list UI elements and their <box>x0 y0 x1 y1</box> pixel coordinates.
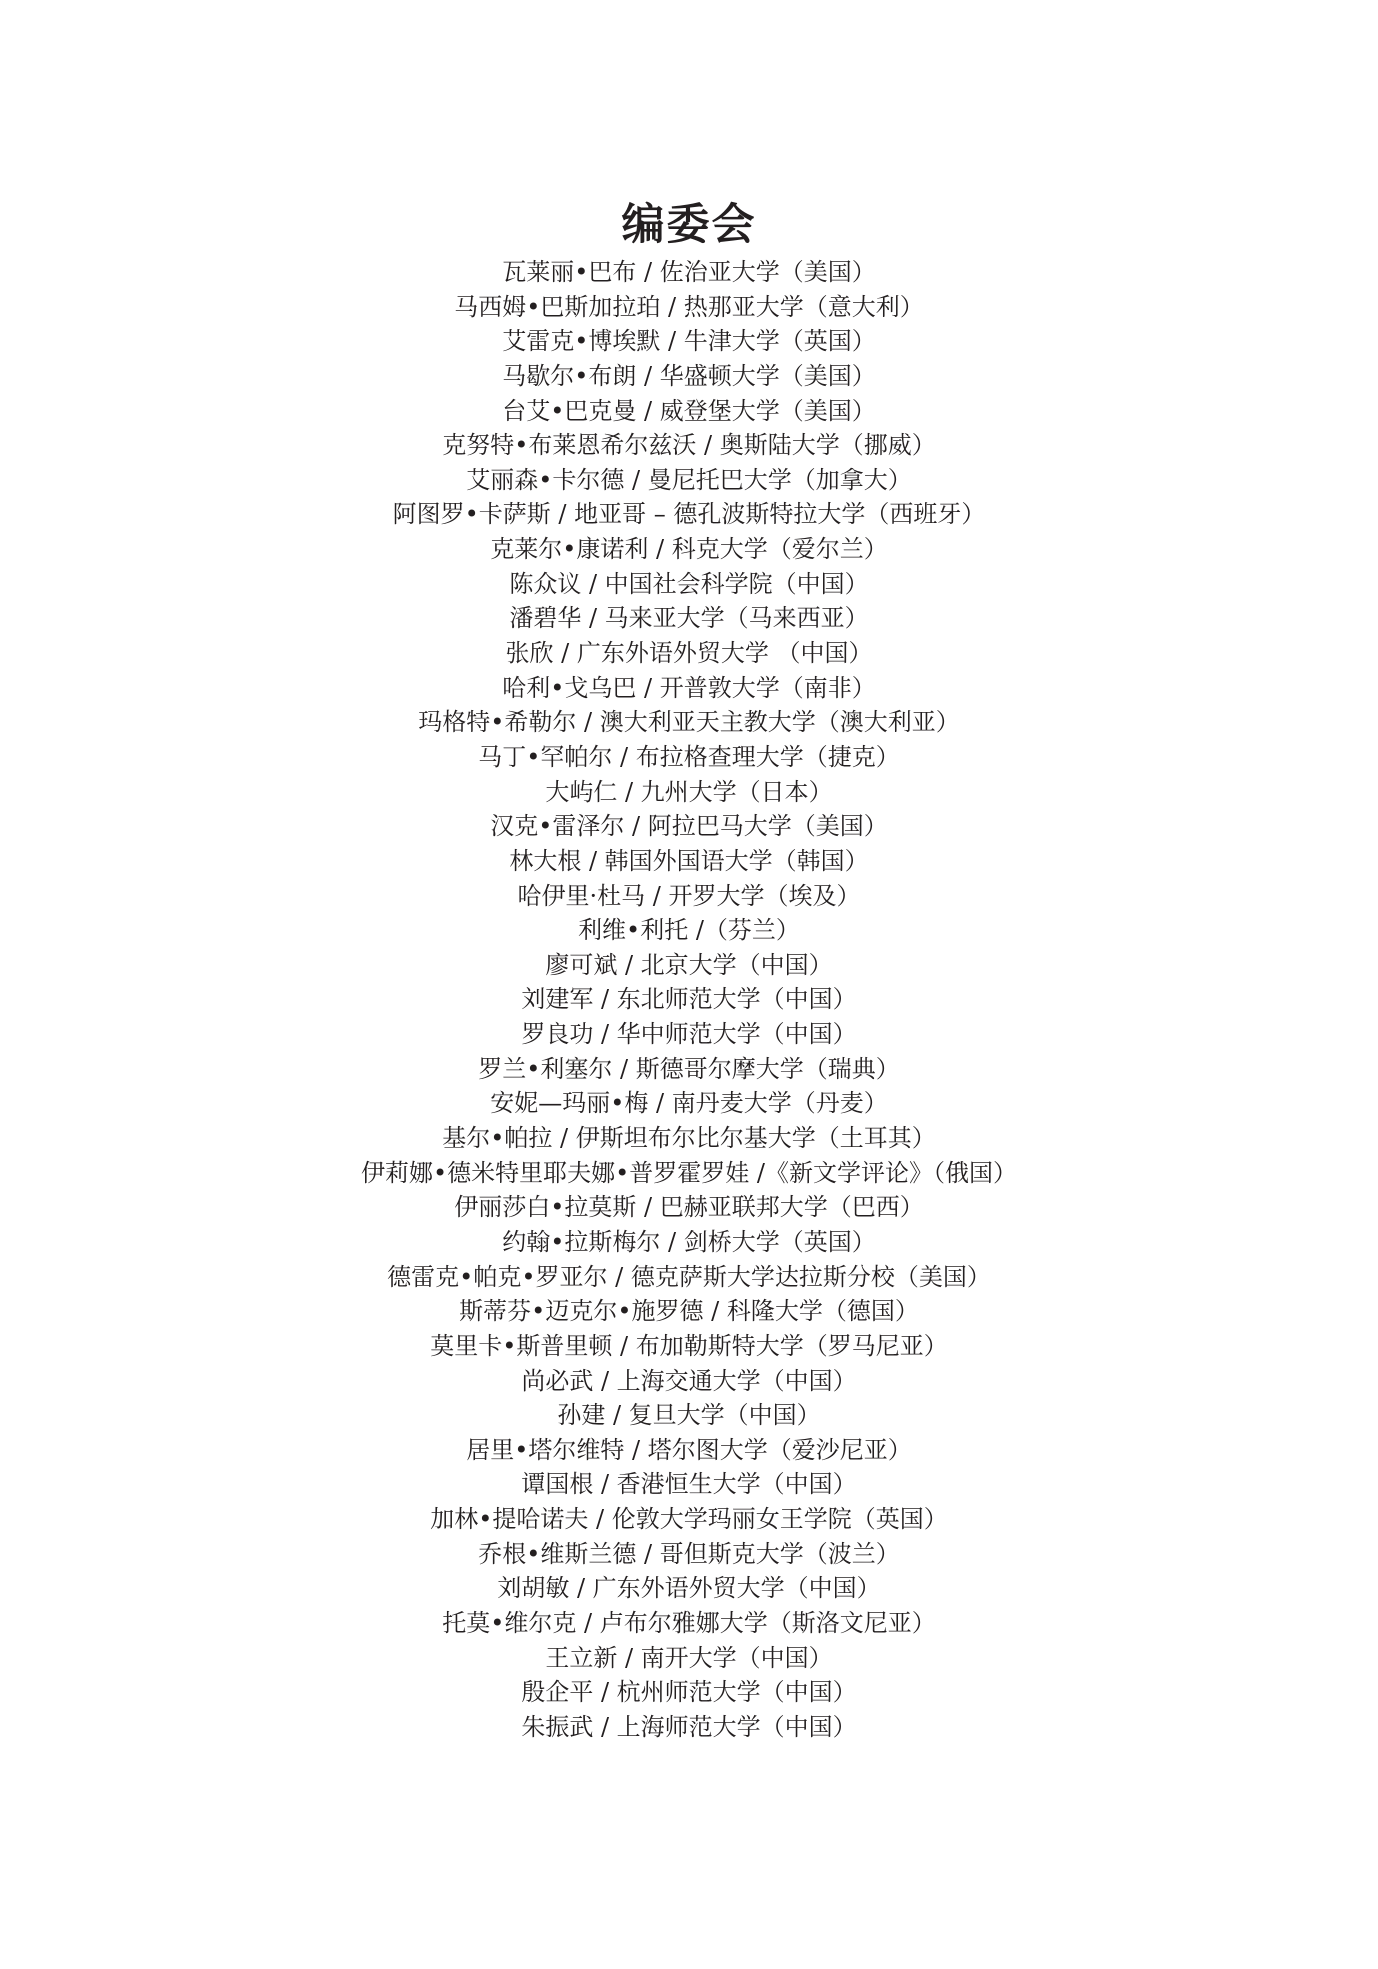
board-member-entry: 居里•塔尔维特 / 塔尔图大学（爱沙尼亚） <box>466 1435 912 1464</box>
board-member-entry: 廖可斌 / 北京大学（中国） <box>545 950 833 979</box>
board-member-entry: 刘胡敏 / 广东外语外贸大学（中国） <box>497 1574 881 1603</box>
board-member-entry: 玛格特•希勒尔 / 澳大利亚天主教大学（澳大利亚） <box>418 708 960 737</box>
board-member-entry: 陈众议 / 中国社会科学院（中国） <box>509 569 869 598</box>
board-member-entry: 乔根•维斯兰德 / 哥但斯克大学（波兰） <box>478 1539 900 1568</box>
board-member-entry: 朱振武 / 上海师范大学（中国） <box>521 1712 857 1741</box>
board-member-entry: 王立新 / 南开大学（中国） <box>545 1643 833 1672</box>
board-member-entry: 罗良功 / 华中师范大学（中国） <box>521 1020 857 1049</box>
board-member-entry: 汉克•雷泽尔 / 阿拉巴马大学（美国） <box>490 812 888 841</box>
board-member-entry: 林大根 / 韩国外国语大学（韩国） <box>509 846 869 875</box>
board-member-entry: 哈利•戈乌巴 / 开普敦大学（南非） <box>502 673 876 702</box>
board-member-entry: 托莫•维尔克 / 卢布尔雅娜大学（斯洛文尼亚） <box>442 1608 936 1637</box>
board-member-entry: 克努特•布莱恩希尔兹沃 / 奥斯陆大学（挪威） <box>442 431 936 460</box>
board-member-entry: 张欣 / 广东外语外贸大学 （中国） <box>505 639 873 668</box>
board-member-entry: 约翰•拉斯梅尔 / 剑桥大学（英国） <box>502 1227 876 1256</box>
board-member-entry: 基尔•帕拉 / 伊斯坦布尔比尔基大学（土耳其） <box>442 1124 936 1153</box>
board-member-entry: 大屿仁 / 九州大学（日本） <box>545 777 833 806</box>
board-member-entry: 谭国根 / 香港恒生大学（中国） <box>521 1470 857 1499</box>
board-member-entry: 安妮—玛丽•梅 / 南丹麦大学（丹麦） <box>490 1089 888 1118</box>
board-member-entry: 艾丽森•卡尔德 / 曼尼托巴大学（加拿大） <box>466 465 912 494</box>
page-title: 编委会 <box>621 199 757 250</box>
board-member-entry: 尚必武 / 上海交通大学（中国） <box>521 1366 857 1395</box>
board-member-entry: 哈伊里·杜马 / 开罗大学（埃及） <box>517 881 861 910</box>
board-member-entry: 孙建 / 复旦大学（中国） <box>557 1401 821 1430</box>
board-member-entry: 马丁•罕帕尔 / 布拉格查理大学（捷克） <box>478 742 900 771</box>
board-member-entry: 伊莉娜•德米特里耶夫娜•普罗霍罗娃 /《新文学评论》（俄国） <box>360 1158 1018 1187</box>
board-member-entry: 台艾•巴克曼 / 威登堡大学（美国） <box>502 396 876 425</box>
board-member-entry: 阿图罗•卡萨斯 / 地亚哥 – 德孔波斯特拉大学（西班牙） <box>392 500 986 529</box>
board-member-entry: 加林•提哈诺夫 / 伦敦大学玛丽女王学院（英国） <box>430 1505 948 1534</box>
editorial-board-list <box>0 255 1378 1745</box>
board-member-entry: 刘建军 / 东北师范大学（中国） <box>521 985 857 1014</box>
board-member-entry: 克莱尔•康诺利 / 科克大学（爱尔兰） <box>490 535 888 564</box>
board-member-entry: 利维•利托 /（芬兰） <box>578 916 800 945</box>
board-member-entry: 罗兰•利塞尔 / 斯德哥尔摩大学（瑞典） <box>478 1054 900 1083</box>
board-member-entry: 德雷克•帕克•罗亚尔 / 德克萨斯大学达拉斯分校（美国） <box>387 1262 991 1291</box>
board-member-entry: 瓦莱丽•巴布 / 佐治亚大学（美国） <box>502 258 876 286</box>
board-member-entry: 马西姆•巴斯加拉珀 / 热那亚大学（意大利） <box>454 292 924 321</box>
board-member-entry: 马歇尔•布朗 / 华盛顿大学（美国） <box>502 361 876 390</box>
board-member-entry: 殷企平 / 杭州师范大学（中国） <box>521 1678 857 1707</box>
board-member-entry: 潘碧华 / 马来亚大学（马来西亚） <box>509 604 869 633</box>
board-member-entry: 莫里卡•斯普里顿 / 布加勒斯特大学（罗马尼亚） <box>430 1331 948 1360</box>
board-member-entry: 艾雷克•博埃默 / 牛津大学（英国） <box>502 327 876 356</box>
board-member-entry: 斯蒂芬•迈克尔•施罗德 / 科隆大学（德国） <box>459 1297 919 1326</box>
board-member-entry: 伊丽莎白•拉莫斯 / 巴赫亚联邦大学（巴西） <box>454 1193 924 1222</box>
